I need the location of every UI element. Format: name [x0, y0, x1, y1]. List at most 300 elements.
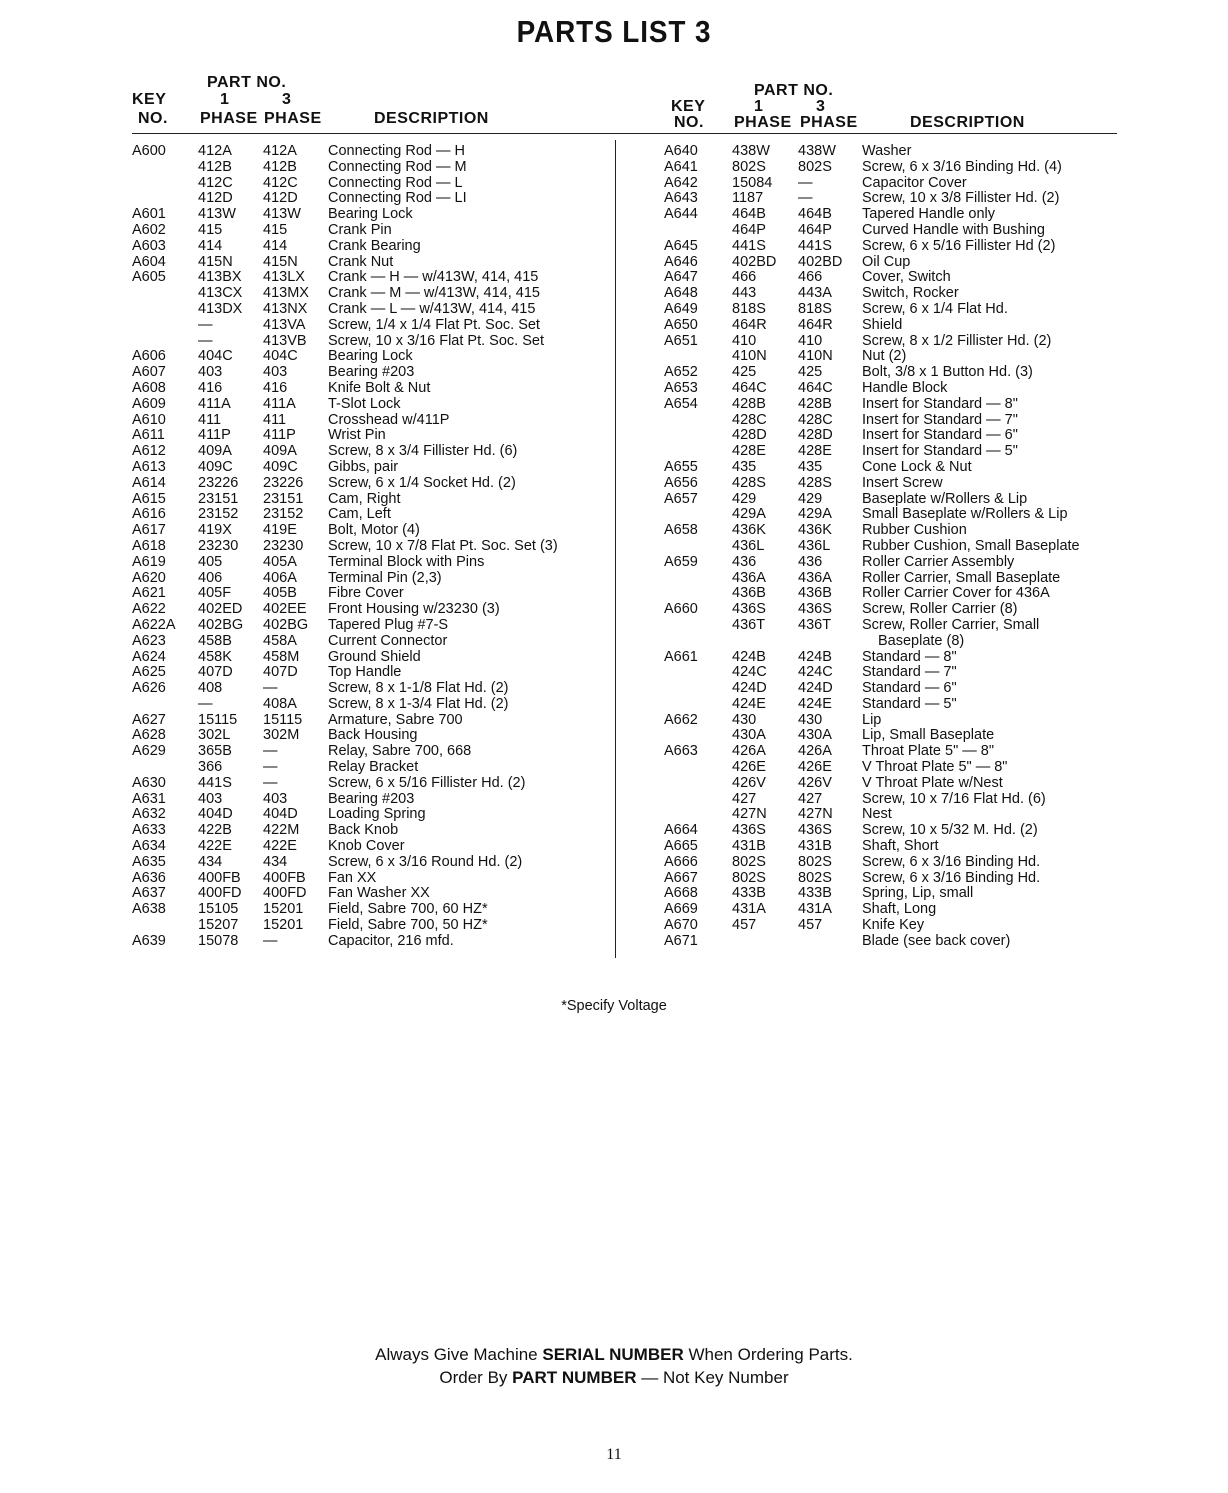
phase1-part-cell: 464R — [732, 316, 767, 333]
phase1-part-cell: 427 — [732, 790, 757, 807]
key-cell: A628 — [132, 727, 166, 744]
description-cell: V Throat Plate 5" — 8" — [862, 759, 1008, 776]
phase3-part-cell: 403 — [263, 364, 288, 381]
table-header — [664, 78, 1117, 130]
phase1-part-cell: 15115 — [198, 711, 238, 728]
description-cell: Connecting Rod — L — [328, 174, 463, 191]
description-cell: Insert for Standard — 8" — [862, 395, 1018, 412]
description-cell: Screw, 6 x 1/4 Socket Hd. (2) — [328, 474, 516, 491]
phase3-part-cell: 466 — [798, 269, 823, 286]
phase3-part-cell: 464C — [798, 379, 833, 396]
key-cell: A624 — [132, 648, 166, 665]
phase3-part-cell: — — [263, 680, 278, 697]
description-cell: Roller Carrier, Small Baseplate — [862, 569, 1061, 586]
phase3-part-cell: 429A — [798, 506, 832, 523]
description-cell: Standard — 6" — [862, 680, 957, 697]
description-cell: Current Connector — [328, 632, 448, 649]
description-cell: Rubber Cushion, Small Baseplate — [862, 537, 1080, 554]
phase3-part-cell: 23151 — [263, 490, 304, 507]
key-cell: A605 — [132, 269, 166, 286]
description-cell: Terminal Block with Pins — [328, 553, 485, 570]
key-cell: A633 — [132, 822, 166, 839]
phase3-part-cell: 434 — [263, 853, 288, 870]
phase3-part-cell: 411P — [263, 427, 296, 444]
phase1-number-header: 1 — [220, 91, 230, 108]
key-cell: A656 — [664, 474, 698, 491]
phase3-part-cell: 438W — [798, 143, 836, 159]
description-cell: Back Housing — [328, 727, 418, 744]
phase3-part-cell: 436T — [798, 616, 832, 633]
phase1-part-cell: 441S — [732, 237, 766, 254]
table-header — [132, 74, 614, 130]
phase1-part-cell: — — [198, 316, 213, 333]
description-cell: V Throat Plate w/Nest — [862, 774, 1003, 791]
description-cell: Insert for Standard — 7" — [862, 411, 1018, 428]
phase1-part-cell: 422E — [198, 838, 232, 855]
key-cell: A669 — [664, 901, 698, 918]
phase1-part-cell: 413BX — [198, 269, 242, 286]
description-cell: Bearing #203 — [328, 790, 415, 807]
description-cell: Screw, 6 x 5/16 Fillister Hd (2) — [862, 237, 1056, 254]
footer-text: Always Give Machine — [375, 1345, 543, 1364]
phase1-part-cell: 436L — [732, 537, 765, 554]
phase1-part-cell: 430A — [732, 727, 766, 744]
phase1-header: PHASE — [734, 114, 792, 131]
description-cell: Screw, 1/4 x 1/4 Flat Pt. Soc. Set — [328, 316, 540, 333]
key-cell: A607 — [132, 364, 166, 381]
key-cell: A632 — [132, 806, 166, 823]
key-cell: A651 — [664, 332, 698, 349]
phase1-part-cell: 410 — [732, 332, 757, 349]
phase1-part-cell: 426E — [732, 759, 766, 776]
phase3-part-cell: 15201 — [263, 901, 304, 918]
phase1-part-cell: 425 — [732, 364, 757, 381]
phase3-part-cell: 426V — [798, 774, 832, 791]
phase1-part-cell: 818S — [732, 300, 766, 317]
description-cell: Handle Block — [862, 379, 948, 396]
key-cell: A644 — [664, 206, 698, 223]
phase3-part-cell: — — [263, 759, 278, 776]
phase3-part-cell: 407D — [263, 664, 298, 681]
phase3-part-cell: 458A — [263, 632, 297, 649]
phase3-part-cell: 413VA — [263, 316, 306, 333]
footer-text: When Ordering Parts. — [683, 1345, 853, 1364]
phase1-part-cell: 464C — [732, 379, 767, 396]
description-cell: Screw, 10 x 5/32 M. Hd. (2) — [862, 822, 1038, 839]
phase1-part-cell: 427N — [732, 806, 767, 823]
phase1-part-cell: 431A — [732, 901, 766, 918]
description-cell: Crank — H — w/413W, 414, 415 — [328, 269, 539, 286]
phase1-part-cell: 428C — [732, 411, 767, 428]
key-cell: A652 — [664, 364, 698, 381]
description-cell: Crank — M — w/413W, 414, 415 — [328, 285, 540, 302]
phase3-part-cell: 413W — [263, 206, 301, 223]
phase1-part-cell: 15084 — [732, 174, 773, 191]
key-cell: A603 — [132, 237, 166, 254]
description-cell: Cone Lock & Nut — [862, 458, 972, 475]
key-cell: A637 — [132, 885, 166, 902]
key-cell: A612 — [132, 443, 166, 460]
description-cell: Throat Plate 5" — 8" — [862, 743, 994, 760]
phase1-part-cell: 436 — [732, 553, 757, 570]
phase1-part-cell: 458K — [198, 648, 232, 665]
key-cell: A621 — [132, 585, 166, 602]
key-cell: A606 — [132, 348, 166, 365]
phase1-part-cell: 412B — [198, 158, 232, 175]
phase3-part-cell: 802S — [798, 869, 832, 886]
phase3-part-cell: 412C — [263, 174, 298, 191]
phase3-part-cell: 419E — [263, 522, 297, 539]
key-cell: A639 — [132, 932, 166, 949]
right-parts-table — [664, 78, 1117, 949]
phase1-part-cell: 1187 — [732, 190, 764, 207]
description-cell: Knife Key — [862, 917, 925, 934]
description-cell: Screw, 8 x 1-1/8 Flat Hd. (2) — [328, 680, 509, 697]
phase1-part-cell: 438W — [732, 143, 770, 159]
phase3-part-cell: 818S — [798, 300, 832, 317]
description-cell: Insert for Standard — 6" — [862, 427, 1018, 444]
part-no-header: PART NO. — [207, 74, 287, 91]
phase3-part-cell: 415N — [263, 253, 298, 270]
phase1-part-cell: 23230 — [198, 537, 239, 554]
phase1-part-cell: 458B — [198, 632, 232, 649]
phase3-part-cell: 400FD — [263, 885, 307, 902]
description-cell: Connecting Rod — M — [328, 158, 467, 175]
phase1-part-cell: 410N — [732, 348, 767, 365]
phase1-part-cell: 802S — [732, 158, 766, 175]
description-cell: Roller Carrier Assembly — [862, 553, 1015, 570]
phase1-header: PHASE — [200, 110, 258, 127]
description-cell: Front Housing w/23230 (3) — [328, 601, 500, 618]
description-cell: Loading Spring — [328, 806, 426, 823]
phase3-part-cell: 404C — [263, 348, 298, 365]
phase1-part-cell: 434 — [198, 853, 223, 870]
phase3-part-cell: 424C — [798, 664, 833, 681]
phase1-part-cell: 422B — [198, 822, 232, 839]
description-cell: Screw, 8 x 1-3/4 Flat Hd. (2) — [328, 695, 509, 712]
description-cell: Screw, 6 x 1/4 Flat Hd. — [862, 300, 1008, 317]
description-cell: Baseplate (8) — [878, 632, 965, 649]
no-header: NO. — [138, 110, 168, 127]
description-cell: Standard — 7" — [862, 664, 957, 681]
phase3-part-cell: 414 — [263, 237, 288, 254]
description-cell: Relay Bracket — [328, 759, 419, 776]
phase1-part-cell: 429A — [732, 506, 766, 523]
phase3-part-cell: 411A — [263, 395, 296, 412]
phase3-part-cell: 436L — [798, 537, 831, 554]
phase1-part-cell: 424B — [732, 648, 766, 665]
phase3-part-cell: 436 — [798, 553, 823, 570]
phase3-part-cell: 409C — [263, 458, 298, 475]
header-rule — [614, 133, 1117, 134]
key-cell: A613 — [132, 458, 166, 475]
key-cell: A667 — [664, 869, 698, 886]
phase1-part-cell: 424E — [732, 695, 766, 712]
phase1-part-cell: 23226 — [198, 474, 239, 491]
key-cell: A654 — [664, 395, 698, 412]
description-cell: Screw, 10 x 7/16 Flat Hd. (6) — [862, 790, 1046, 807]
phase3-part-cell: 464P — [798, 221, 832, 238]
phase3-part-cell: 405A — [263, 553, 297, 570]
key-cell: A627 — [132, 711, 166, 728]
description-cell: Top Handle — [328, 664, 402, 681]
key-cell: A666 — [664, 853, 698, 870]
description-cell: Knob Cover — [328, 838, 405, 855]
key-cell: A601 — [132, 206, 166, 223]
description-cell: Screw, 8 x 1/2 Fillister Hd. (2) — [862, 332, 1052, 349]
phase1-part-cell: 441S — [198, 774, 232, 791]
key-cell: A671 — [664, 932, 698, 949]
phase3-number-header: 3 — [816, 98, 826, 115]
phase3-part-cell: 413MX — [263, 285, 309, 302]
phase3-part-cell: 428S — [798, 474, 832, 491]
description-cell: Screw, Roller Carrier, Small — [862, 616, 1040, 633]
description-cell: Ground Shield — [328, 648, 421, 665]
footer-serial-note — [0, 1345, 1228, 1365]
key-header: KEY — [671, 98, 706, 115]
key-cell: A655 — [664, 458, 698, 475]
key-cell: A634 — [132, 838, 166, 855]
phase3-part-cell: 436B — [798, 585, 832, 602]
phase3-part-cell: 457 — [798, 917, 823, 934]
phase1-part-cell: 409C — [198, 458, 233, 475]
phase1-part-cell: — — [198, 332, 213, 349]
key-cell: A663 — [664, 743, 698, 760]
key-cell: A640 — [664, 143, 698, 159]
description-cell: Knife Bolt & Nut — [328, 379, 431, 396]
description-cell: Oil Cup — [862, 253, 911, 270]
description-cell: Crosshead w/411P — [328, 411, 450, 428]
phase1-part-cell: 436A — [732, 569, 766, 586]
phase1-part-cell: 23151 — [198, 490, 239, 507]
description-cell: Spring, Lip, small — [862, 885, 974, 902]
description-cell: Switch, Rocker — [862, 285, 959, 302]
phase1-part-cell: 415 — [198, 221, 223, 238]
phase1-part-cell: 402BG — [198, 616, 244, 633]
key-cell: A614 — [132, 474, 166, 491]
phase1-part-cell: 412A — [198, 143, 232, 159]
phase3-number-header: 3 — [282, 91, 292, 108]
phase3-part-cell: 413VB — [263, 332, 307, 349]
phase1-part-cell: 23152 — [198, 506, 239, 523]
description-cell: Curved Handle with Bushing — [862, 221, 1045, 238]
key-cell: A626 — [132, 680, 166, 697]
phase3-part-cell: 464B — [798, 206, 832, 223]
key-cell: A657 — [664, 490, 698, 507]
key-cell: A618 — [132, 537, 166, 554]
phase1-part-cell: 403 — [198, 790, 223, 807]
footer-part-number-note — [0, 1368, 1228, 1388]
key-cell: A665 — [664, 838, 698, 855]
description-cell: Shield — [862, 316, 903, 333]
phase3-part-cell: 406A — [263, 569, 297, 586]
description-cell: Cam, Right — [328, 490, 401, 507]
key-cell: A604 — [132, 253, 166, 270]
key-cell: A602 — [132, 221, 166, 238]
phase3-part-cell: 426E — [798, 759, 832, 776]
key-cell: A608 — [132, 379, 166, 396]
phase1-part-cell: 412C — [198, 174, 233, 191]
phase3-part-cell: 302M — [263, 727, 300, 744]
footer-emphasis: PART NUMBER — [512, 1368, 637, 1387]
key-cell: A636 — [132, 869, 166, 886]
description-cell: Fibre Cover — [328, 585, 404, 602]
phase1-part-cell: 428S — [732, 474, 766, 491]
description-cell: Insert for Standard — 5" — [862, 443, 1018, 460]
phase3-part-cell: 413NX — [263, 300, 308, 317]
key-cell: A650 — [664, 316, 698, 333]
phase3-part-cell: 412B — [263, 158, 297, 175]
description-cell: Shaft, Long — [862, 901, 937, 918]
phase3-part-cell: — — [798, 190, 813, 207]
phase1-part-cell: 411A — [198, 395, 231, 412]
phase1-part-cell: 436B — [732, 585, 766, 602]
phase1-part-cell: 426A — [732, 743, 766, 760]
description-cell: Crank Nut — [328, 253, 394, 270]
description-cell: Tapered Handle only — [862, 206, 996, 223]
phase1-part-cell: 366 — [198, 759, 223, 776]
phase1-part-cell: 15207 — [198, 917, 239, 934]
description-cell: Back Knob — [328, 822, 399, 839]
phase1-part-cell: 415N — [198, 253, 233, 270]
key-cell: A623 — [132, 632, 166, 649]
description-cell: Connecting Rod — H — [328, 143, 466, 159]
phase1-part-cell: 431B — [732, 838, 766, 855]
phase1-part-cell: 436S — [732, 822, 766, 839]
description-cell: Screw, 6 x 3/16 Binding Hd. (4) — [862, 158, 1062, 175]
phase3-part-cell: 411 — [263, 411, 287, 428]
key-cell: A643 — [664, 190, 698, 207]
phase3-part-cell: 433B — [798, 885, 832, 902]
phase1-part-cell: 407D — [198, 664, 233, 681]
key-cell: A660 — [664, 601, 698, 618]
phase3-part-cell: 23152 — [263, 506, 304, 523]
phase1-part-cell: 428B — [732, 395, 766, 412]
key-cell: A620 — [132, 569, 166, 586]
phase3-part-cell: 802S — [798, 853, 832, 870]
phase3-part-cell: 436A — [798, 569, 832, 586]
description-cell: Screw, Roller Carrier (8) — [862, 601, 1018, 618]
header-rule — [132, 133, 614, 134]
description-header: DESCRIPTION — [374, 110, 489, 127]
description-cell: Screw, 6 x 3/16 Round Hd. (2) — [328, 853, 523, 870]
description-cell: Blade (see back cover) — [862, 932, 1011, 949]
key-cell: A662 — [664, 711, 698, 728]
phase3-part-cell: 436S — [798, 601, 832, 618]
key-cell: A661 — [664, 648, 698, 665]
phase1-part-cell: 15105 — [198, 901, 239, 918]
phase1-part-cell: 457 — [732, 917, 757, 934]
phase3-part-cell: 436S — [798, 822, 832, 839]
phase3-part-cell: 416 — [263, 379, 288, 396]
phase3-part-cell: 429 — [798, 490, 823, 507]
phase3-part-cell: 408A — [263, 695, 297, 712]
phase3-part-cell: 15115 — [263, 711, 303, 728]
description-cell: Bearing Lock — [328, 206, 413, 223]
description-cell: Nut (2) — [862, 348, 907, 365]
phase1-part-cell: 409A — [198, 443, 232, 460]
description-cell: Shaft, Short — [862, 838, 939, 855]
phase1-part-cell: 436K — [732, 522, 766, 539]
phase3-part-cell: 422E — [263, 838, 297, 855]
phase1-part-cell: 413W — [198, 206, 236, 223]
footer-text: — Not Key Number — [636, 1368, 789, 1387]
key-cell: A617 — [132, 522, 166, 539]
phase3-part-cell: 422M — [263, 822, 300, 839]
phase1-part-cell: 408 — [198, 680, 223, 697]
phase3-part-cell: 428D — [798, 427, 833, 444]
phase1-part-cell: 365B — [198, 743, 232, 760]
description-cell: Bolt, Motor (4) — [328, 522, 420, 539]
key-cell: A648 — [664, 285, 698, 302]
phase1-part-cell: 411 — [198, 411, 222, 428]
phase3-part-cell: 436K — [798, 522, 832, 539]
description-cell: Roller Carrier Cover for 436A — [862, 585, 1050, 602]
description-cell: Wrist Pin — [328, 427, 386, 444]
phase1-part-cell: 429 — [732, 490, 757, 507]
phase1-part-cell: — — [198, 695, 213, 712]
description-cell: Capacitor, 216 mfd. — [328, 932, 454, 949]
phase3-part-cell: 400FB — [263, 869, 306, 886]
description-cell: Insert Screw — [862, 474, 943, 491]
part-no-header: PART NO. — [754, 82, 834, 99]
phase1-part-cell: 433B — [732, 885, 766, 902]
description-cell: Terminal Pin (2,3) — [328, 569, 442, 586]
phase1-part-cell: 413CX — [198, 285, 243, 302]
description-cell: Lip, Small Baseplate — [862, 727, 995, 744]
description-cell: Capacitor Cover — [862, 174, 967, 191]
phase1-part-cell: 802S — [732, 869, 766, 886]
description-header: DESCRIPTION — [910, 114, 1025, 131]
key-cell: A609 — [132, 395, 166, 412]
phase1-part-cell: 428E — [732, 443, 766, 460]
phase3-part-cell: 410N — [798, 348, 833, 365]
phase3-header: PHASE — [264, 110, 322, 127]
phase3-part-cell: 441S — [798, 237, 832, 254]
phase1-part-cell: 404D — [198, 806, 233, 823]
key-cell: A611 — [132, 427, 165, 444]
phase1-part-cell: 424C — [732, 664, 767, 681]
key-cell: A600 — [132, 143, 166, 159]
phase1-part-cell: 402ED — [198, 601, 243, 618]
key-cell: A664 — [664, 822, 698, 839]
key-cell: A668 — [664, 885, 698, 902]
key-cell: A646 — [664, 253, 698, 270]
phase3-part-cell: 802S — [798, 158, 832, 175]
phase3-part-cell: 413LX — [263, 269, 305, 286]
phase3-part-cell: 428E — [798, 443, 832, 460]
description-cell: Screw, 6 x 5/16 Fillister Hd. (2) — [328, 774, 526, 791]
phase1-part-cell: 403 — [198, 364, 223, 381]
description-cell: Connecting Rod — LI — [328, 190, 467, 207]
key-cell: A670 — [664, 917, 698, 934]
key-cell: A641 — [664, 158, 698, 175]
phase1-number-header: 1 — [754, 98, 764, 115]
phase3-part-cell: — — [798, 174, 813, 191]
phase1-part-cell: 419X — [198, 522, 232, 539]
phase3-part-cell: 403 — [263, 790, 288, 807]
phase3-part-cell: 431B — [798, 838, 832, 855]
phase3-part-cell: 424D — [798, 680, 833, 697]
description-cell: Field, Sabre 700, 60 HZ* — [328, 901, 488, 918]
description-cell: Screw, 8 x 3/4 Fillister Hd. (6) — [328, 443, 518, 460]
phase3-part-cell: — — [263, 774, 278, 791]
key-cell: A610 — [132, 411, 166, 428]
description-cell: Tapered Plug #7-S — [328, 616, 449, 633]
phase3-part-cell: 412A — [263, 143, 297, 159]
phase3-part-cell: 458M — [263, 648, 300, 665]
phase3-part-cell: — — [263, 743, 278, 760]
